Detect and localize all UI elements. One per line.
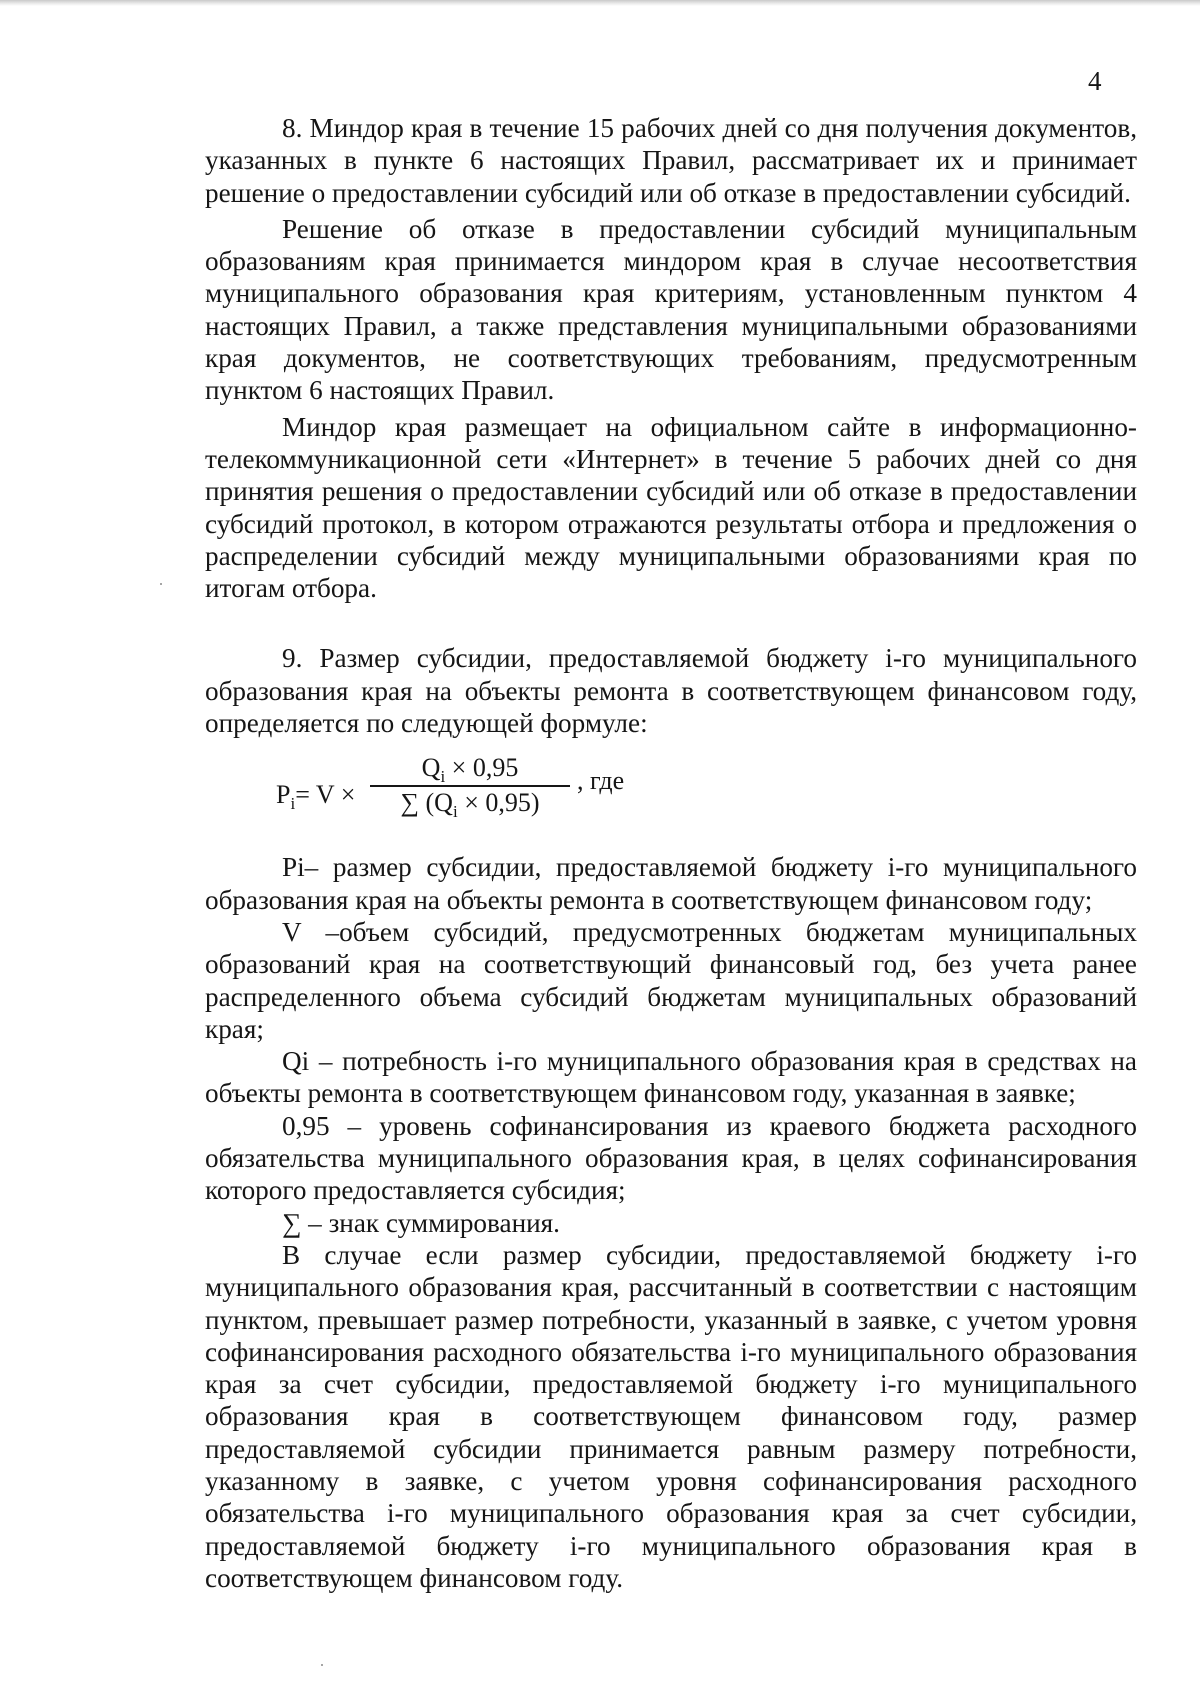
paragraph-closing: В случае если размер субсидии, предоставляемой бюджету i-го муниципального образования края, рассчитанный в соответствии с настоящим пунктом, превышает размер потребности, указанный в заявке, с учетом уровня софинансирования расходного обязательства i-го муниципального образования края за счет субсидии, предоставляемой бюджету i-го муниципального образования края в соответствующем финансовом году, размер предоставляемой субсидии принимается равным размеру потребности, указанному в заявке, с учетом уровня софинансирования расходного обязательства i-го муниципального образования края за счет субсидии, предоставляемой бюджету i-го муниципального образования края в соответствующем финансовом году. [205, 1239, 1137, 1593]
definition-qi: Qi – потребность i-го муниципального образования края в средствах на объекты ремонта в соответствующем финансовом году, указанная в заявке; [205, 1046, 1137, 1109]
definition-pi: Pi– размер субсидии, предоставляемой бюджету i-го муниципального образования края на объекты ремонта в соответствующем финансовом году; [205, 852, 1137, 915]
scan-speck [321, 1664, 323, 1666]
paragraph-refusal: Решение об отказе в предоставлении субсидий муниципальным образованиям края принимается миндором края в случае несоответствия муниципального образования края критериям, установленным пунктом 4 настоящих Правил, а также представления муниципальными образованиями края документов, не соответствующих требованиям, предусмотренным пунктом 6 настоящих Правил. [205, 213, 1137, 406]
scan-top-edge [0, 0, 1200, 6]
subsidy-formula [205, 753, 1137, 835]
formula-fraction [370, 753, 570, 822]
formula-where: , где [577, 766, 625, 796]
paragraph-publication: Миндор края размещает на официальном сайте в информационно-телекоммуникационной сети «Интернет» в течение 5 рабочих дней со дня принятия решения о предоставлении субсидий или об отказе в предоставлении субсидий протокол, в котором отражаются результаты отбора и предложения о распределении субсидий между муниципальными образованиями края по итогам отбора. [205, 411, 1137, 604]
definition-095: 0,95 – уровень софинансирования из краевого бюджета расходного обязательства муниципального образования края, в целях софинансирования которого предоставляется субсидия; [205, 1110, 1137, 1206]
definition-sum: ∑ – знак суммирования. [282, 1207, 560, 1238]
formula-numerator: $Q_i \times 0,95$ [421, 753, 519, 787]
definition-v: V –объем субсидий, предусмотренных бюджетам муниципальных образований края на соответствующий финансовый год, без учета ранее распределенного объема субсидий бюджетам муниципальных образований края; [205, 916, 1137, 1044]
page-number: 4 [1088, 66, 1102, 96]
paragraph-8: 8. Миндор края в течение 15 рабочих дней со дня получения документов, указанных в пункте 6 настоящих Правил, рассматривает их и принимает решение о предоставлении субсидий или об отказе в предоставлении субсидий. [205, 113, 1137, 208]
formula-lhs: $P_i= V$ × [276, 780, 356, 814]
scan-speck [160, 583, 162, 585]
formula-denominator: ∑ $(Q_i \times 0,95)$ [400, 787, 540, 822]
document-body [205, 112, 1137, 1594]
paragraph-9-intro: 9. Размер субсидии, предоставляемой бюджету i-го муниципального образования края на объекты ремонта в соответствующем финансовом году, определяется по следующей формуле: [205, 643, 1137, 739]
